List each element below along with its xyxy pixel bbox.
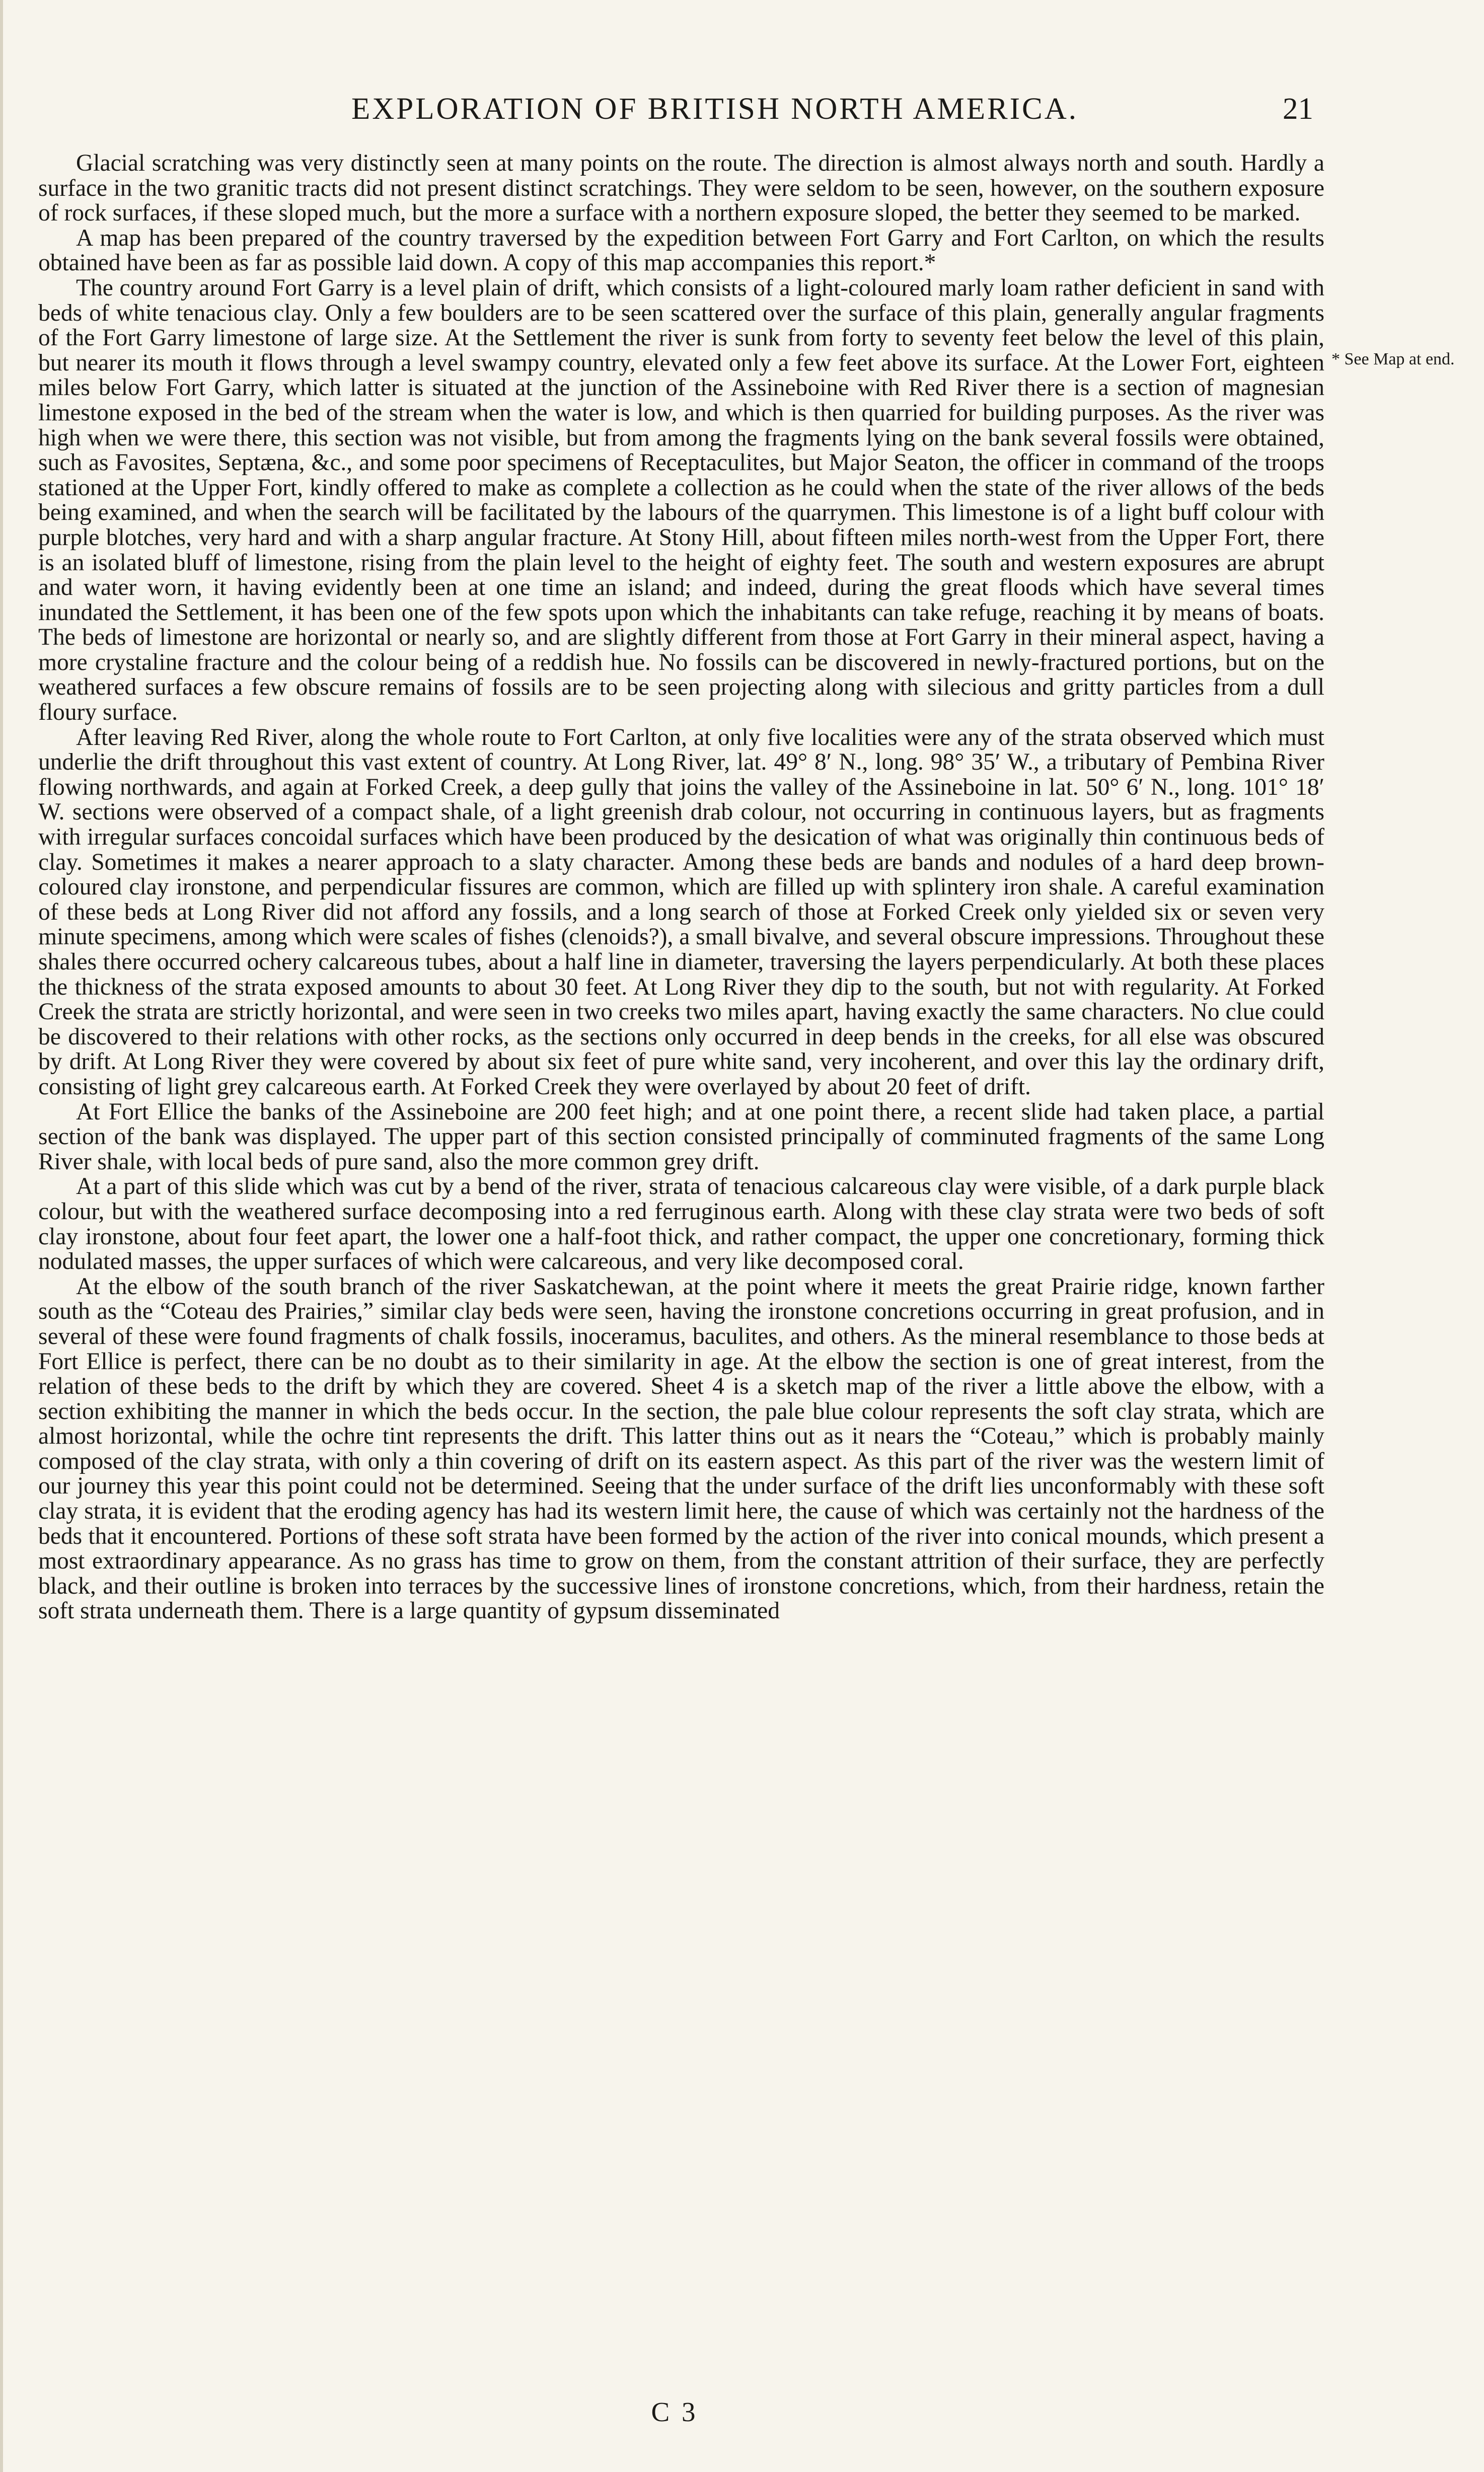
paragraph-red-river-strata: After leaving Red River, along the whole route to Fort Carlton, at only five localities were any of the strata observed which must underlie the drift throughout this vast extent of country. At Long River, lat. 49° 8′ N., long. 98° 35′ W., a tributary of Pembina River flowing northwards, and again at Forked Creek, a deep gully that joins the valley of the Assineboine in lat. 50° 6′ N., long. 101° 18′ W. sections were observed of a compact shale, of a light greenish drab colour, not occurring in continuous layers, but as fragments with irregular surfaces concoidal surfaces which have been produced by the desication of what was originally thin continuous beds of clay. Sometimes it makes a nearer approach to a slaty character. Among these beds are bands and nodules of a hard deep brown-coloured clay ironstone, and perpendicular fissures are common, which are filled up with splintery iron shale. A careful examination of these beds at Long River did not afford any fossils, and a long search of those at Forked Creek only yielded six or seven very minute specimens, among which were scales of fishes (clenoids?), a small bivalve, and several obscure impressions. Throughout these shales there occurred ochery calcareous tubes, about a half line in diameter, traversing the layers perpendicularly. At both these places the thickness of the strata exposed amounts to about 30 feet. At Long River they dip to the south, but not with regularity. At Forked Creek the strata are strictly horizontal, and were seen in two creeks two miles apart, having exactly the same characters. No clue could be discovered to their relations with other rocks, as the sections only occurred in deep bends in the creeks, for all else was obscured by drift. At Long River they were covered by about six feet of pure white sand, very incoherent, and over this lay the ordinary drift, consisting of light grey calcareous earth. At Forked Creek they were overlayed by about 20 feet of drift. bbox=[38, 724, 1324, 1100]
paragraph-fort-ellice: At Fort Ellice the banks of the Assineboine are 200 feet high; and at one point there, a recent slide had taken place, a partial section of the bank was displayed. The upper part of this section consisted principally of comminuted fragments of the same Long River shale, with local beds of pure sand, also the more common grey drift. bbox=[38, 1098, 1324, 1175]
paragraph-glacial-scratching: Glacial scratching was very distinctly seen at many points on the route. The direction is almost always north and south. Hardly a surface in the two granitic tracts did not present distinct scratchings. They were seldom to be seen, however, on the southern exposure of rock surfaces, if these sloped much, but the more a surface with a northern exposure sloped, the better they seemed to be marked. bbox=[38, 150, 1324, 227]
body-text bbox=[38, 151, 1324, 1624]
running-title: EXPLORATION OF BRITISH NORTH AMERICA. bbox=[351, 92, 1079, 126]
paragraph-map-note: A map has been prepared of the country traversed by the expedition between Fort Garry and Fort Carlton, on which the results obtained have been as far as possible laid down. A copy of this map accompanies this report.* bbox=[38, 224, 1324, 276]
page-number: 21 bbox=[1283, 92, 1313, 126]
page-edge bbox=[0, 0, 3, 2472]
page-header bbox=[0, 92, 1484, 137]
margin-note: * See Map at end. bbox=[1331, 350, 1455, 368]
paragraph-slide-clay: At a part of this slide which was cut by a bend of the river, strata of tenacious calcareous clay were visible, of a dark purple black colour, but with the weathered surface decomposing into a red ferruginous earth. Along with these clay strata were two beds of soft clay ironstone, about four feet apart, the lower one a half-foot thick, and rather compact, the upper one concretionary, forming thick nodulated masses, the upper surfaces of which were calcareous, and very like decomposed coral. bbox=[38, 1173, 1324, 1275]
paragraph-fort-garry: The country around Fort Garry is a level plain of drift, which consists of a light-coloured marly loam rather deficient in sand with beds of white tenacious clay. Only a few boulders are to be seen scattered over the surface of this plain, generally angular fragments of the Fort Garry limestone of large size. At the Settlement the river is sunk from forty to seventy feet below the level of this plain, but nearer its mouth it flows through a level swampy country, elevated only a few feet above its surface. At the Lower Fort, eighteen miles below Fort Garry, which latter is situated at the junction of the Assineboine with Red River there is a section of magnesian limestone exposed in the bed of the stream when the water is low, and which is then quarried for building purposes. As the river was high when we were there, this section was not visible, but from among the fragments lying on the bank several fossils were obtained, such as Favosites, Septæna, &c., and some poor specimens of Receptaculites, but Major Seaton, the officer in command of the troops stationed at the Upper Fort, kindly offered to make as complete a collection as he could when the state of the river allows of the beds being examined, and when the search will be facilitated by the labours of the quarrymen. This limestone is of a light buff colour with purple blotches, very hard and with a sharp angular fracture. At Stony Hill, about fifteen miles north-west from the Upper Fort, there is an isolated bluff of limestone, rising from the plain level to the height of eighty feet. The south and western exposures are abrupt and water worn, it having evidently been at one time an island; and indeed, during the great floods which have several times inundated the Settlement, it has been one of the few spots upon which the inhabitants can take refuge, reaching it by means of boats. The beds of limestone are horizontal or nearly so, and are slightly different from those at Fort Garry in their mineral aspect, having a more crystaline fracture and the colour being of a reddish hue. No fossils can be discovered in newly-fractured portions, but on the weathered surfaces a few obscure remains of fossils are to be seen projecting along with silecious and gritty particles from a dull floury surface. bbox=[38, 274, 1324, 726]
signature-mark: C 3 bbox=[651, 2396, 698, 2427]
paragraph-saskatchewan-elbow: At the elbow of the south branch of the river Saskatchewan, at the point where it meets the great Prairie ridge, known farther south as the “Coteau des Prairies,” similar clay beds were seen, having the ironstone concretions occurring in great profusion, and in several of these were found fragments of chalk fossils, inoceramus, baculites, and others. As the mineral resemblance to those beds at Fort Ellice is perfect, there can be no doubt as to their similarity in age. At the elbow the section is one of great interest, from the relation of these beds to the drift by which they are covered. Sheet 4 is a sketch map of the river a little above the elbow, with a section exhibiting the manner in which the beds occur. In the section, the pale blue colour represents the soft clay strata, which are almost horizontal, while the ochre tint represents the drift. This latter thins out as it nears the “Coteau,” which is probably mainly composed of the clay strata, with only a thin covering of drift on its eastern aspect. As this part of the river was the western limit of our journey this year this point could not be determined. Seeing that the under surface of the drift lies unconformably with these soft clay strata, it is evident that the eroding agency has had its western limit here, the cause of which was certainly not the hardness of the beds that it encountered. Portions of these soft strata have been formed by the action of the river into conical mounds, which present a most extraordinary appearance. As no grass has time to grow on them, from the constant attrition of their surface, they are perfectly black, and their outline is broken into terraces by the successive lines of ironstone concretions, which, from their hardness, retain the soft strata underneath them. There is a large quantity of gypsum disseminated bbox=[38, 1273, 1324, 1624]
